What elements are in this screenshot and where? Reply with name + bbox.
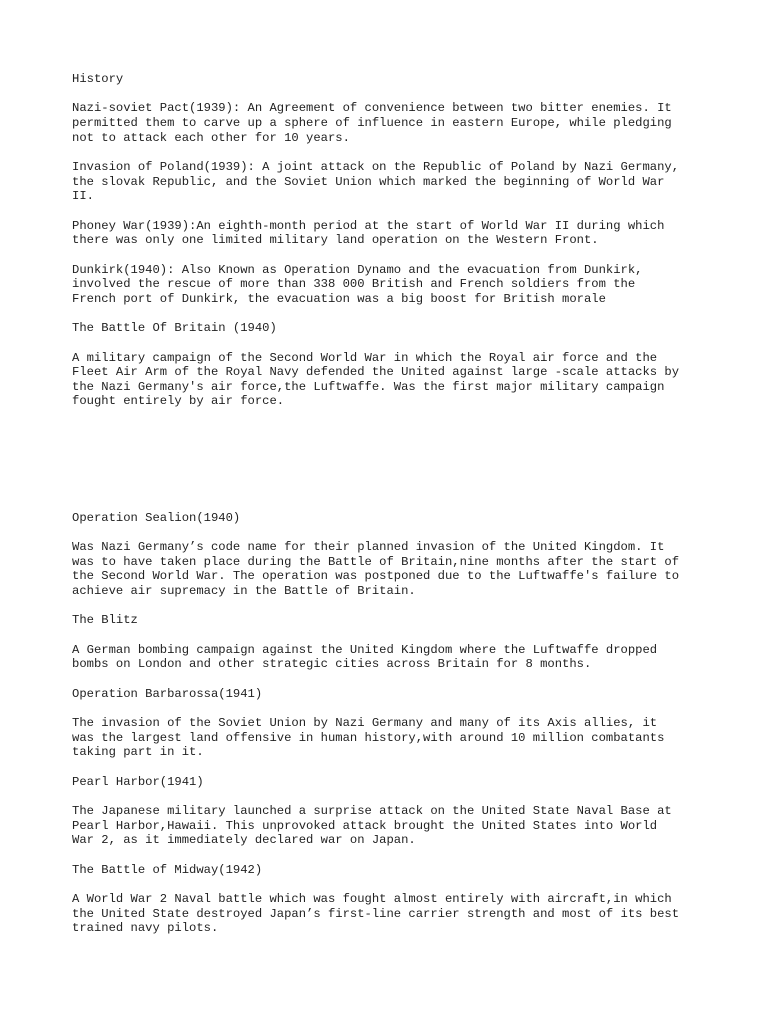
heading-operation-barbarossa: Operation Barbarossa(1941) <box>72 686 263 701</box>
heading-the-blitz: The Blitz <box>72 613 138 628</box>
entry-nazi-soviet-pact: Nazi-soviet Pact(1939): An Agreement of convenience between two bitter enemies. It permitted them to carve up a sphere of influence in eastern Europe, while pledging not to attack each other for 10 years. <box>72 101 672 145</box>
heading-pearl-harbor: Pearl Harbor(1941) <box>72 774 204 789</box>
entry-operation-sealion: Was Nazi Germany’s code name for their planned invasion of the United Kingdom. It was to have taken place during the Battle of Britain,nine months after the start of the Second World War. The operation was postponed due to the Luftwaffe's failure to achieve air supremacy in the Battle of Britain. <box>72 540 680 598</box>
entry-battle-of-britain: A military campaign of the Second World War in which the Royal air force and the Fleet Air Arm of the Royal Navy defended the United against large -scale attacks by the Nazi Germany's air force,the Luftwaffe. Was the first major military campaign fought entirely by air force. <box>72 350 680 409</box>
entry-dunkirk: Dunkirk(1940): Also Known as Operation Dynamo and the evacuation from Dunkirk, involved the rescue of more than 338 000 British and French soldiers from the French port of Dunkirk, the evacuation was a big boost for British morale <box>72 262 643 306</box>
heading-battle-of-midway: The Battle of Midway(1942) <box>72 862 263 877</box>
blank-gap <box>72 424 702 511</box>
entry-phoney-war: Phoney War(1939):An eighth-month period at the start of World War II during which there was only one limited military land operation on the Western Front. <box>72 218 665 248</box>
heading-battle-of-britain: The Battle Of Britain (1940) <box>72 321 277 336</box>
document-page <box>72 72 702 951</box>
entry-pearl-harbor: The Japanese military launched a surprise attack on the United State Naval Base at Pearl Harbor,Hawaii. This unprovoked attack brought the United States into World War 2, as it immediately declared war on Japan. <box>72 803 672 848</box>
entry-the-blitz: A German bombing campaign against the United Kingdom where the Luftwaffe dropped bombs on London and other strategic cities across Britain for 8 months. <box>72 642 658 672</box>
entry-battle-of-midway: A World War 2 Naval battle which was fought almost entirely with aircraft,in which the United State destroyed Japan’s first-line carrier strength and most of its best trained navy pilots. <box>72 891 680 936</box>
document-title: History <box>72 72 124 86</box>
heading-operation-sealion: Operation Sealion(1940) <box>72 510 241 525</box>
entry-operation-barbarossa: The invasion of the Soviet Union by Nazi Germany and many of its Axis allies, it was the largest land offensive in human history,with around 10 million combatants taking part in it. <box>72 716 665 760</box>
entry-invasion-of-poland: Invasion of Poland(1939): A joint attack on the Republic of Poland by Nazi Germany, the slovak Republic, and the Soviet Union which marked the beginning of World War II. <box>72 159 680 204</box>
